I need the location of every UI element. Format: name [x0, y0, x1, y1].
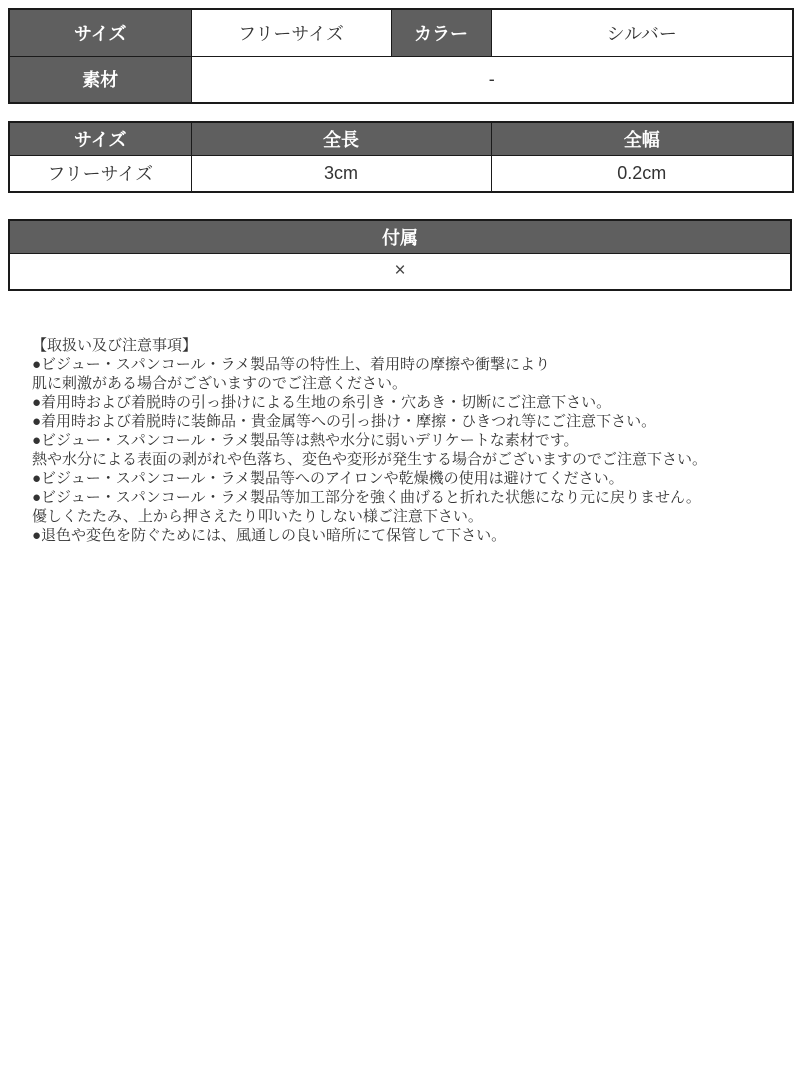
- measure-size-value-cell: フリーサイズ: [9, 155, 191, 192]
- care-note-line: 優しくたたみ、上から押さえたり叩いたりしない様ご注意下さい。: [32, 508, 483, 525]
- size-label-cell: サイズ: [9, 9, 191, 56]
- measure-size-header-cell: サイズ: [9, 122, 191, 155]
- care-notes-title: 【取扱い及び注意事項】: [32, 337, 198, 354]
- measurements-header-row: [9, 122, 793, 155]
- spec-table: [8, 8, 794, 104]
- measurements-data-row: [9, 155, 793, 192]
- measure-width-header-cell: 全幅: [491, 122, 793, 155]
- care-note-line: ●ビジュー・スパンコール・ラメ製品等は熱や水分に弱いデリケートな素材です。: [32, 432, 579, 449]
- care-note-line: ●ビジュー・スパンコール・ラメ製品等の特性上、着用時の摩擦や衝撃により: [32, 356, 551, 373]
- spec-row-size-color: [9, 9, 793, 56]
- accessories-header-cell: 付属: [9, 220, 791, 253]
- spec-row-material: [9, 56, 793, 103]
- care-note-line: 肌に刺激がある場合がございますのでご注意ください。: [32, 375, 408, 392]
- care-note-line: ●ビジュー・スパンコール・ラメ製品等加工部分を強く曲げると折れた状態になり元に戻りません。: [32, 489, 701, 506]
- color-label-cell: カラー: [391, 9, 491, 56]
- size-value-cell: フリーサイズ: [191, 9, 391, 56]
- measurements-table: [8, 121, 794, 193]
- accessories-data-row: [9, 253, 791, 290]
- care-note-line: ●退色や変色を防ぐためには、風通しの良い暗所にて保管して下さい。: [32, 527, 507, 544]
- color-value-cell: シルバー: [491, 9, 793, 56]
- measure-length-header-cell: 全長: [191, 122, 491, 155]
- care-note-line: 熱や水分による表面の剥がれや色落ち、変色や変形が発生する場合がございますのでご注意下さい。: [32, 451, 708, 468]
- accessories-table: [8, 219, 792, 291]
- accessories-value-cell: ×: [9, 253, 791, 290]
- care-note-line: ●着用時および着脱時に装飾品・貴金属等への引っ掛け・摩擦・ひきつれ等にご注意下さい。: [32, 413, 657, 430]
- accessories-header-row: [9, 220, 791, 253]
- material-label-cell: 素材: [9, 56, 191, 103]
- material-value-cell: -: [191, 56, 793, 103]
- care-note-line: ●着用時および着脱時の引っ掛けによる生地の糸引き・穴あき・切断にご注意下さい。: [32, 394, 612, 411]
- measure-length-value-cell: 3cm: [191, 155, 491, 192]
- care-note-line: ●ビジュー・スパンコール・ラメ製品等へのアイロンや乾燥機の使用は避けてください。: [32, 470, 624, 487]
- measure-width-value-cell: 0.2cm: [491, 155, 793, 192]
- care-notes-block: [8, 336, 792, 545]
